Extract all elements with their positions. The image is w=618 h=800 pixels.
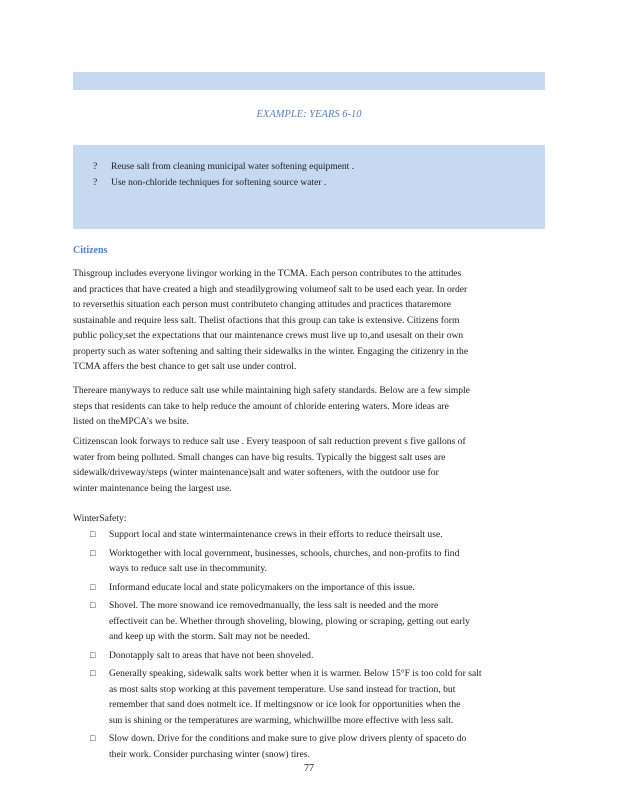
text-line: Donotapply salt to areas that have not been shoveled. bbox=[109, 649, 314, 661]
paragraph bbox=[73, 266, 545, 375]
text-line: winter maintenance being the largest use. bbox=[73, 482, 232, 494]
text-line: Citizenscan look forways to reduce salt use . Every teaspoon of salt reduction prevent s five gallons of bbox=[73, 436, 466, 447]
text-line: Thisgroup includes everyone livingor working in the TCMA. Each person contributes to the attitudes bbox=[73, 268, 462, 279]
list-item bbox=[73, 580, 545, 596]
text-line: effectiveit can be. Whether through shoveling, blowing, plowing or scraping, getting out early bbox=[109, 615, 470, 627]
text-line: Support local and state wintermaintenance crews in their efforts to reduce theirsalt use. bbox=[109, 529, 443, 540]
list-item bbox=[73, 527, 545, 543]
bullet-mark: □ bbox=[90, 600, 96, 610]
text-line: as most salts stop working at this pavement temperature. Use sand instead for traction, but bbox=[109, 683, 456, 695]
paragraph bbox=[73, 434, 545, 496]
list-item bbox=[73, 546, 545, 577]
example-heading: EXAMPLE: YEARS 6-10 bbox=[256, 109, 362, 120]
list-item bbox=[73, 666, 545, 728]
text-line: Shovel. The more snowand ice removedmanually, the less salt is needed and the more bbox=[109, 600, 439, 611]
bullet-mark: □ bbox=[90, 733, 96, 743]
winter-safety-label: WinterSafety: bbox=[73, 513, 127, 524]
text-line: Thereare manyways to reduce salt use while maintaining high safety standards. Below are a few simple bbox=[73, 385, 470, 396]
bullet-mark: □ bbox=[90, 649, 96, 660]
text-line: sustainable and require less salt. Thelist ofactions that this group can take is extensive. Citizens form bbox=[73, 314, 460, 326]
text-line: public policy,set the expectations that our maintenance crews must live up to,and usesalt on their own bbox=[73, 330, 464, 341]
bullet-mark: ? bbox=[93, 178, 98, 188]
text-line: ways to reduce salt use in thecommunity. bbox=[109, 563, 267, 574]
text-line: sidewalk/driveway/steps (winter maintenance)salt and water softeners, with the outdoor use for bbox=[73, 467, 439, 478]
example-bullet-text: Reuse salt from cleaning municipal water softening equipment . bbox=[111, 162, 354, 172]
section-title: Citizens bbox=[73, 245, 108, 256]
header-band bbox=[73, 72, 545, 90]
bullet-mark: □ bbox=[90, 529, 96, 539]
bullet-mark: □ bbox=[90, 581, 96, 592]
text-line: Slow down. Drive for the conditions and make sure to give plow drivers plenty of spaceto do bbox=[109, 733, 467, 744]
text-line: sun is shining or the temperatures are warming, whichwillbe more effective with less salt. bbox=[109, 714, 454, 726]
text-line: to reversethis situation each person must contributeto changing attitudes and practices thataremore bbox=[73, 299, 452, 310]
text-line: and practices that have created a high and steadilygrowing volumeof salt to be used each year. In order bbox=[73, 283, 468, 295]
text-line: remember that sand does notmelt ice. If meltingsnow or ice look for opportunities when the bbox=[109, 699, 461, 710]
bullet-mark: □ bbox=[90, 547, 96, 558]
page-number: 77 bbox=[304, 763, 314, 774]
text-line: steps that residents can take to help reduce the amount of chloride entering waters. More ideas are bbox=[73, 400, 449, 412]
text-line: TCMA affers the best chance to get salt use under control. bbox=[73, 361, 297, 372]
text-line: Generally speaking, sidewalk salts work better when it is warmer. Below 15°F is too cold for salt bbox=[109, 668, 482, 679]
winter-safety-list bbox=[73, 527, 545, 765]
text-line: property such as water softening and salting their sidewalks in the winter. Engaging the citizenry in the bbox=[73, 345, 469, 357]
text-line: their work. Consider purchasing winter (snow) tires. bbox=[109, 748, 310, 760]
paragraph bbox=[73, 383, 545, 430]
bullet-mark: ? bbox=[93, 162, 98, 172]
bullet-mark: □ bbox=[90, 668, 96, 678]
list-item bbox=[73, 598, 545, 645]
text-line: Worktogether with local government, businesses, schools, churches, and non-profits to find bbox=[109, 547, 460, 559]
example-bullet bbox=[93, 162, 354, 172]
text-line: Informand educate local and state policymakers on the importance of this issue. bbox=[109, 581, 415, 593]
list-item bbox=[73, 648, 545, 664]
example-bullet bbox=[93, 178, 326, 188]
example-box bbox=[73, 145, 545, 229]
example-bullet-text: Use non-chloride techniques for softening source water . bbox=[111, 178, 327, 188]
text-line: and keep up with the storm. Salt may not be needed. bbox=[109, 631, 310, 642]
text-line: listed on theMPCA's we bsite. bbox=[73, 416, 190, 427]
text-line: water from being polluted. Small changes can have big results. Typically the biggest salt uses are bbox=[73, 451, 446, 463]
list-item bbox=[73, 731, 545, 762]
